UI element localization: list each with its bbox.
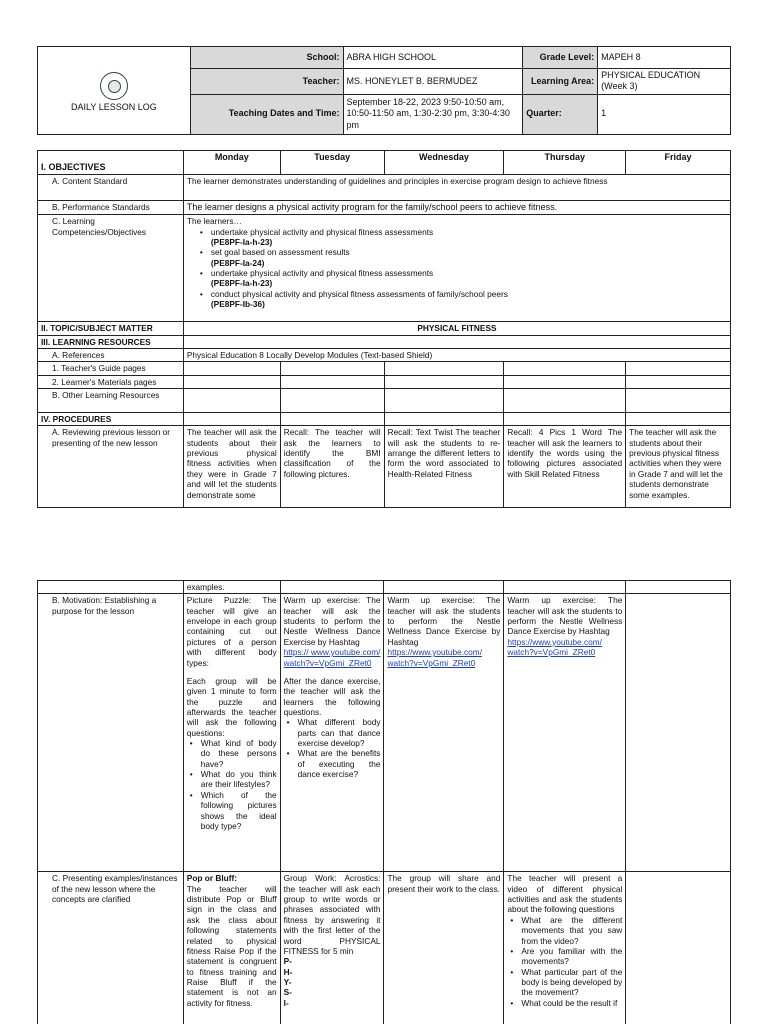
performance-standard-label: B. Performance Standards (38, 201, 184, 215)
dates-value: September 18-22, 2023 9:50-10:50 am, 10:50-11:50 am, 1:30-2:30 pm, 3:30-4:30 pm (343, 94, 523, 134)
competency-intro: The learners… (186, 216, 242, 227)
competency-label: C. Learning Competencies/Objectives (38, 215, 184, 322)
other-resources-label: B. Other Learning Resources (38, 389, 184, 413)
proc-b-tuesday-questions: • What different body parts can that dance exercise develop? • What are the benefits of executing the dance exercise? (284, 717, 381, 779)
proc-a-wednesday: Recall: Text Twist The teacher will ask the students to re-arrange the different letters to form the word associated to Health-Related Fitness (384, 426, 504, 508)
competency-item: • set goal based on assessment results (PE8PF-Ia-24) (197, 247, 727, 268)
proc-c-thursday: The teacher will present a video of different physical activities and ask the students about the following questions • What are the different movements that you saw from the video? • Are you familiar with the movements? • What particular part of the body is being developed by the movement? • What could be the result if (504, 872, 626, 1024)
area-value: PHYSICAL EDUCATION (Week 3) (598, 69, 731, 95)
competency-cell (183, 215, 730, 322)
quarter-label: Quarter: (523, 94, 598, 134)
lesson-table-continued (37, 580, 731, 1024)
proc-a-tuesday: Recall: The teacher will ask the learners to identify the BMI classification of the following pictures. (280, 426, 384, 508)
objectives-heading: I. OBJECTIVES (38, 151, 184, 175)
proc-a-thursday: Recall: 4 Pics 1 Word The teacher will ask the learners to identify the words using the following pictures associated with Skill Related Fitness (504, 426, 626, 508)
topic-value: PHYSICAL FITNESS (183, 322, 730, 335)
header-table (37, 46, 731, 135)
youtube-link[interactable]: https:// www.youtube.com/watch?v=VpGmi_ZRet0 (283, 647, 381, 668)
area-label: Learning Area: (523, 69, 598, 95)
content-standard-label: A. Content Standard (38, 175, 184, 201)
proc-b-monday-questions: • What kind of body do these persons have? • What do you think are their lifestyles? • Which of the following pictures shows the ideal body type? (187, 738, 277, 831)
day-tuesday: Tuesday (280, 151, 384, 175)
teachers-guide-label: 1. Teacher's Guide pages (38, 362, 184, 375)
proc-a-label: A. Reviewing previous lesson or presenting of the new lesson (38, 426, 184, 508)
lesson-table (37, 150, 731, 508)
performance-standard-text: The learner designs a physical activity program for the family/school peers to achieve fitness. (183, 201, 730, 215)
day-monday: Monday (183, 151, 280, 175)
competency-list (187, 227, 727, 310)
day-friday: Friday (626, 151, 731, 175)
log-title-cell (38, 47, 191, 135)
grade-label: Grade Level: (523, 47, 598, 69)
proc-b-tuesday: Warm up exercise: The teacher will ask the students to perform the Nestle Wellness Dance Exercise by Hashtag https:// www.youtube.com/watch?v=VpGmi_ZRet0 After the dance exercise, the teacher will ask the learners the following questions. • What different body parts can that dance exercise develop? • What are the benefits of executing the dance exercise? (280, 594, 384, 872)
deped-seal-icon (100, 72, 128, 100)
proc-c-monday: Pop or Bluff: The teacher will distribute Pop or Bluff sign in the class and ask the class about following statements related to physical fitness Raise Pop if the statement is congruent to fitness training and Raise Bluff if the statement is not an activity for fitness. (183, 872, 280, 1024)
day-wednesday: Wednesday (384, 151, 504, 175)
procedures-heading: IV. PROCEDURES (38, 413, 184, 426)
references-label: A. References (38, 348, 184, 361)
teacher-label: Teacher: (190, 69, 343, 95)
log-title: DAILY LESSON LOG (71, 101, 157, 112)
content-standard-text: The learner demonstrates understanding of guidelines and principles in exercise program design to achieve fitness (183, 175, 730, 201)
proc-a-friday: The teacher will ask the students about their previous physical fitness activities when they were in Grade 7 and will let the students demonstrate some examples. (626, 426, 731, 508)
proc-b-wednesday: Warm up exercise: The teacher will ask the students to perform the Nestle Wellness Dance Exercise by Hashtag https://www.youtube.com/ watch?v=VpGmi_ZRet0 (384, 594, 504, 872)
youtube-link[interactable]: https://www.youtube.com/ watch?v=VpGmi_ZRet0 (387, 647, 483, 668)
teacher-value: MS. HONEYLET B. BERMUDEZ (343, 69, 523, 95)
proc-a-monday: The teacher will ask the students about their previous physical fitness activities when they were in Grade 7 and will let the students demonstrate some (183, 426, 280, 508)
references-value: Physical Education 8 Locally Develop Modules (Text-based Shield) (183, 348, 730, 361)
quarter-value: 1 (598, 94, 731, 134)
topic-heading: II. TOPIC/SUBJECT MATTER (38, 322, 184, 335)
grade-value: MAPEH 8 (598, 47, 731, 69)
competency-item: • undertake physical activity and physical fitness assessments (PE8PF-Ia-h-23) (197, 268, 727, 289)
youtube-link[interactable]: https://www.youtube.com/ watch?v=VpGmi_ZRet0 (507, 636, 602, 658)
learners-materials-label: 2. Learner's Materials pages (38, 375, 184, 388)
dates-label: Teaching Dates and Time: (190, 94, 343, 134)
day-thursday: Thursday (504, 151, 626, 175)
competency-item: • undertake physical activity and physical fitness assessments (PE8PF-Ia-h-23) (197, 227, 727, 248)
proc-b-label: B. Motivation: Establishing a purpose for the lesson (38, 594, 184, 872)
resources-empty (183, 335, 730, 348)
proc-c-label: C. Presenting examples/instances of the new lesson where the concepts are clarified (38, 872, 184, 1024)
proc-c-thursday-questions: • What are the different movements that you saw from the video? • Are you familiar with the movements? • What particular part of the body is being developed by the movement? • What could be the result if (507, 915, 622, 1008)
proc-c-tuesday: Group Work: Acrostics: the teacher will ask each group to write words or phrases associated with fitness by answering it with the first letter of the word PHYSICAL FITNESS for 5 min P- H- Y- S- I- (280, 872, 384, 1024)
school-value: ABRA HIGH SCHOOL (343, 47, 523, 69)
school-label: School: (190, 47, 343, 69)
competency-item: • conduct physical activity and physical fitness assessments of family/school peers (PE8PF-Ib-36) (197, 289, 727, 310)
resources-heading: III. LEARNING RESOURCES (38, 335, 184, 348)
proc-c-wednesday: The group will share and present their work to the class. (384, 872, 504, 1024)
proc-a-monday-continued: examples. (183, 581, 280, 594)
proc-b-monday: Picture Puzzle: The teacher will give an envelope in each group containing cut out pictures of a person with different body types: Each group will be given 1 minute to form the puzzle and afterwards the teacher will ask the following questions: • What kind of body do these persons have? • What do you think are their lifestyles? • Which of the following pictures shows the ideal body type? (183, 594, 280, 872)
proc-b-thursday: Warm up exercise: The teacher will ask the students to perform the Nestle Wellness Dance Exercise by Hashtag https://www.youtube.com/ watch?v=VpGmi_ZRet0 (504, 594, 626, 872)
